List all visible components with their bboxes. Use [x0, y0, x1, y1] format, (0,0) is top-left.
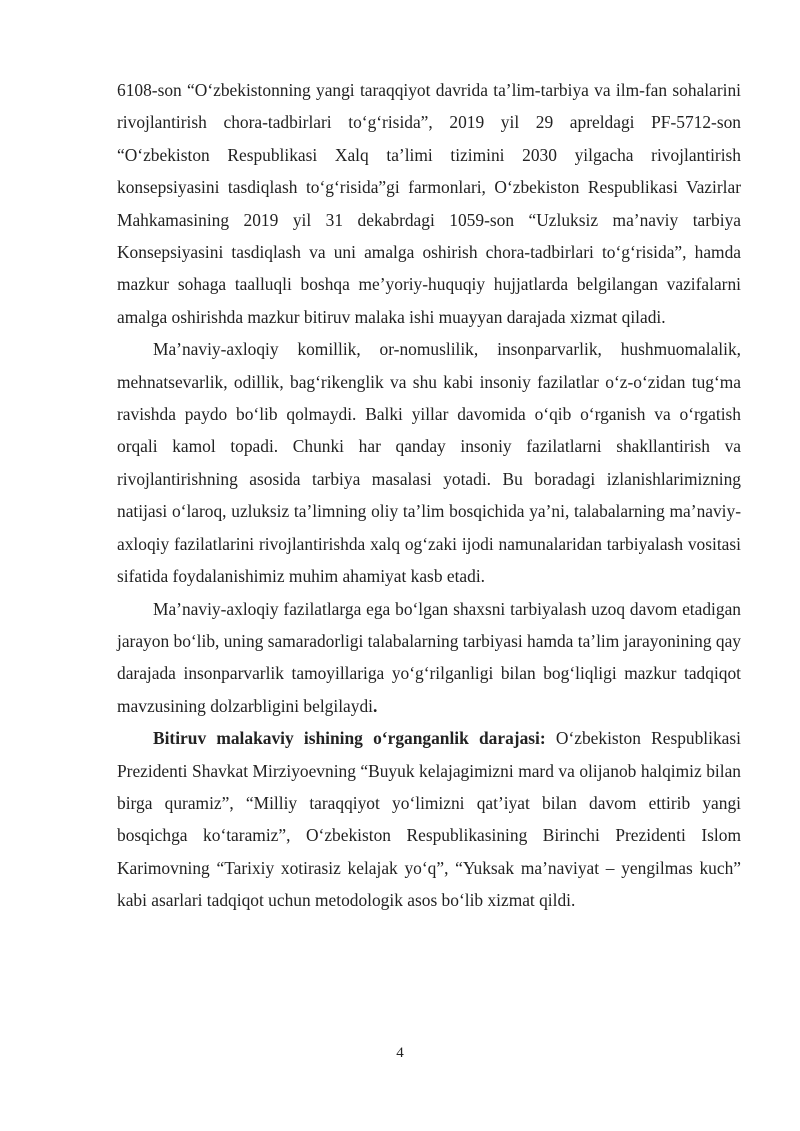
- paragraph-4-text: O‘zbekiston Respublikasi Prezidenti Shavkat Mirziyoevning “Buyuk kelajagimizni mard va olijanob halqimiz bilan birga quramiz”, “Milliy taraqqiyot yo‘limizni qat’iyat bilan davom ettirib yangi bosqichga ko‘taramiz”, O‘zbekiston Respublikasining Birinchi Prezidenti Islom Karimovning “Tarixiy xotirasiz kelajak yo‘q”, “Yuksak ma’naviyat – yengilmas kuch” kabi asarlari tadqiqot uchun metodologik asos bo‘lib xizmat qildi.: [117, 728, 741, 911]
- page-number: 4: [396, 1045, 404, 1061]
- paragraph-3-text: Ma’naviy-axloqiy fazilatlarga ega bo‘lgan shaxsni tarbiyalash uzoq davom etadigan jarayon bo‘lib, uning samaradorligi talabalarning tarbiyasi hamda ta’lim jarayonining qay darajada insonparvarlik tamoyillariga yo‘g‘rilganligi bilan bog‘liqligi mazkur tadqiqot mavzusining dolzarbligini belgilaydi: [117, 598, 741, 716]
- paragraph-2-text: Ma’naviy-axloqiy komillik, or-nomuslilik, insonparvarlik, hushmuomalalik, mehnatsevarlik, odillik, bag‘rikenglik va shu kabi insoniy fazilatlar o‘z-o‘zidan tug‘ma ravishda paydo bo‘lib qolmaydi. Balki yillar davomida o‘qib o‘rganish va o‘rgatish orqali kamol topadi. Chunki har qanday insoniy fazilatlarni shakllantirish va rivojlantirishning asosida tarbiya masalasi yotadi. Bu boradagi izlanishlarimizning natijasi o‘laroq, uzluksiz ta’limning oliy ta’lim bosqichida ya’ni, talabalarning ma’naviy-axloqiy fazilatlarini rivojlantirishda xalq og‘zaki ijodi namunalaridan tarbiyalash vositasi sifatida foydalanishimiz muhim ahamiyat kasb etadi.: [117, 339, 741, 587]
- paragraph-4-lead-heading: Bitiruv malakaviy ishining o‘rganganlik darajasi:: [153, 728, 546, 749]
- paragraph-1-text: 6108-son “O‘zbekistonning yangi taraqqiyot davrida ta’lim-tarbiya va ilm-fan sohalarini rivojlantirish chora-tadbirlari to‘g‘risida”, 2019 yil 29 apreldagi PF-5712-son “O‘zbekiston Respublikasi Xalq ta’limi tizimini 2030 yilgacha rivojlantirish konsepsiyasini tasdiqlash to‘g‘risida”gi farmonlari, O‘zbekiston Respublikasi Vazirlar Mahkamasining 2019 yil 31 dekabrdagi 1059-son “Uzluksiz ma’naviy tarbiya Konsepsiyasini tasdiqlash va uni amalga oshirish chora-tadbirlari to‘g‘risida”, hamda mazkur sohaga taalluqli boshqa me’yoriy-huquqiy hujjatlarda belgilangan vazifalarni amalga oshirishda mazkur bitiruv malaka ishi muayyan darajada xizmat qiladi.: [117, 80, 741, 327]
- document-page: [117, 74, 741, 917]
- paragraph-1: [117, 74, 741, 333]
- paragraph-3-end-mark: .: [372, 695, 378, 716]
- paragraph-3: [117, 593, 741, 723]
- paragraph-4: [117, 722, 741, 916]
- paragraph-2: [117, 333, 741, 592]
